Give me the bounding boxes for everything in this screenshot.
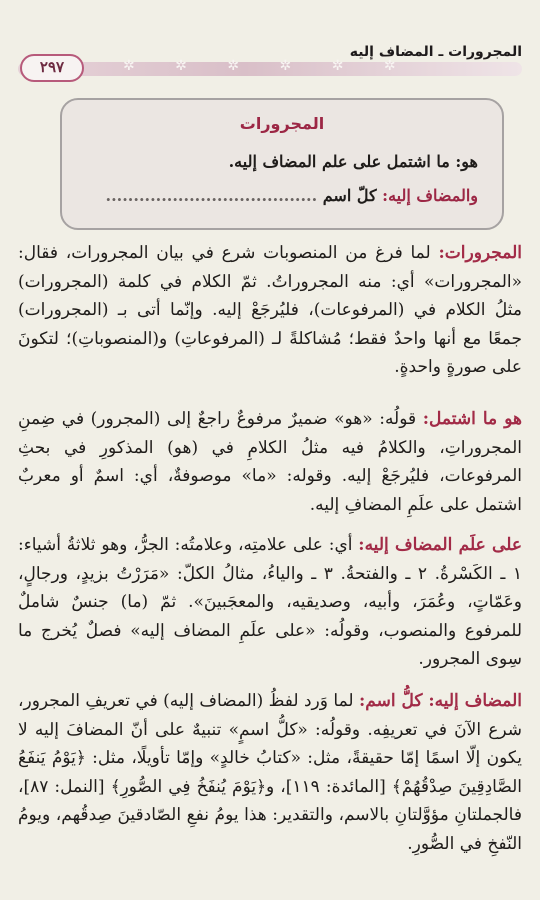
paragraph-3-label: على علَم المضاف إليه: bbox=[358, 535, 522, 555]
paragraph-4-text: لما وَرد لفظُ (المضاف إليه) في تعريفِ المجرور، شرع الآنَ في تعريفِه. وقولُه: «كلُّ اسمٍ» تنبيهٌ على أنّ المضافَ إليه لا يكون إلّا اسمًا إمّا حقيقةً، مثل: «كتابُ خالدٍ» وإمّا تأويلًا، مثل: ﴿يَوْمُ يَنفَعُ الصَّادِقِينَ صِدْقُهُمْ﴾ [المائدة: ١١٩]، و﴿يَوْمَ يُنفَخُ فِي الصُّورِ﴾ [النمل: ٨٧]، فالجملتانِ مؤوَّلتانِ بالاسم، والتقدير: هذا يومُ نفعِ الصّادقينَ صِدقُهم، ويومُ النّفخِ في الصُّورِ. bbox=[18, 691, 522, 854]
paragraph-al-mudaf-ilayh bbox=[18, 687, 522, 858]
page-number: ٢٩٧ bbox=[20, 54, 84, 82]
definition-line-2-text: كلّ اسم bbox=[322, 186, 377, 205]
paragraph-2-text: قولُه: «هو» ضميرٌ مرفوعٌ راجعٌ إلى (المجرور) في ضِمنِ المجروراتِ، والكلامُ فيه مثلُ الكلامِ في (هو) المذكورِ في بحثِ المرفوعات، فليُرجَعْ إليه. وقوله: «ما» موصوفةٌ، أي: اسمٌ أو معربٌ اشتمل على علَمِ المضافِ إليه. bbox=[18, 409, 522, 515]
definition-box bbox=[60, 98, 504, 230]
definition-line-1: هو: ما اشتمل على علم المضاف إليه. bbox=[228, 152, 478, 171]
header-title: المجرورات ـ المضاف إليه bbox=[349, 44, 522, 60]
paragraph-3-text: أي: على علامتِه، وعلامتُه: الجرُّ، وهو ثلاثةُ أشياء: ١ ـ الكَسْرةُ. ٢ ـ والفتحةُ. ٣ ـ والياءُ، مثالُ الكلّ: «مَرَرْتُ بزيدٍ، ورجالٍ، وعَمّاتٍ، وعُمَرَ، وأبيه، وصديقيه، والمعجَبينَ». ثمّ (ما) جنسٌ شاملٌ للمرفوع والمنصوب، وقولُه: «على علَمِ المضاف إليه» فصلٌ يُخرج ما سِوى المجرور. bbox=[18, 535, 522, 669]
decorative-stars: ✲ ✲ ✲ ✲ ✲ ✲ bbox=[123, 58, 414, 74]
paragraph-2-label: هو ما اشتمل: bbox=[422, 409, 522, 429]
definition-line-2 bbox=[106, 186, 478, 205]
paragraph-alam-al-mudaf bbox=[18, 531, 522, 674]
paragraph-majrurat bbox=[18, 239, 522, 382]
paragraph-1-label: المجرورات: bbox=[438, 243, 522, 263]
paragraph-huwa-ma-ishtamal bbox=[18, 405, 522, 519]
definition-box-title: المجرورات bbox=[239, 114, 325, 133]
page-header bbox=[18, 42, 522, 82]
definition-line-2-label: والمضاف إليه: bbox=[382, 186, 478, 205]
paragraph-4-label: المضاف إليه: كلُّ اسم: bbox=[358, 691, 522, 711]
definition-line-2-dots: ...................................... bbox=[105, 186, 318, 205]
paragraph-1-text: لما فرغ من المنصوبات شرع في بيان المجرورات، فقال: «المجرورات» أي: منه المجروراتُ. ثمّ الكلام في كلمة (المجرورات) مثلُ الكلام في (المرفوعات)، فليُرجَعْ إليه. وإنّما أتى بـ (المجرورات) جمعًا مع أنها واحدٌ فقط؛ مُشاكلةً لـ (المرفوعاتِ) و(المنصوباتِ)؛ لتكونَ على صورةٍ واحدةٍ. bbox=[18, 243, 522, 377]
